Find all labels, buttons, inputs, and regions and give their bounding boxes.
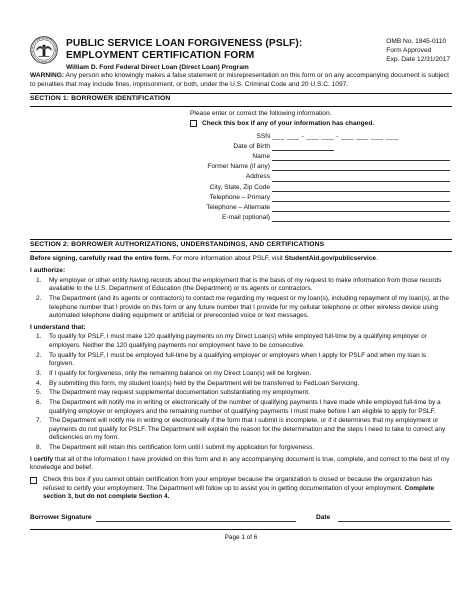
telephone-alternate-input[interactable]	[272, 211, 450, 212]
item-text: The Department may request supplemental documentation substantiating my employment.	[49, 389, 310, 397]
page-number: Page 1 of 6	[224, 533, 258, 541]
intro-bold: Before signing, carefully read the entire form.	[30, 255, 171, 263]
borrower-fields	[30, 133, 452, 225]
authorize-heading: I authorize:	[30, 267, 66, 275]
field-label: Date of Birth	[233, 142, 270, 150]
form-subtitle: William D. Ford Federal Direct Loan (Direct Loan) Program	[66, 64, 249, 72]
item-text: The Department will retain this certification form until I submit my application for forgiveness.	[49, 444, 315, 452]
list-item	[30, 380, 452, 389]
certify-bold: I certify	[30, 455, 54, 463]
studentaid-link[interactable]: StudentAid.gov/publicservice	[284, 255, 377, 263]
borrower-signature-input[interactable]	[96, 521, 296, 522]
warning-label: WARNING:	[30, 72, 65, 79]
list-item	[30, 370, 452, 379]
item-text: The Department will notify me in writing or electronically if the form that I submit is incomplete, or if it determines that my employment or payments do not qualify for PSLF. The Department will explain the reason for the determination and the steps I need to take to correct any deficiencies on my form.	[49, 417, 446, 442]
info-changed-checkbox-row	[190, 120, 374, 129]
item-number: 1.	[36, 333, 42, 341]
intro-end: .	[376, 255, 378, 263]
item-number: 7.	[36, 417, 42, 425]
list-item	[30, 333, 452, 350]
item-text: The Department will notify me in writing or electronically of the number of qualifying payments I have made while employed full-time by a qualifying employer or employers and the remaining number of qualifying payments I must make before I am eligible to apply for PSLF.	[49, 398, 441, 415]
ssn-input[interactable]: ___ ___ - ___ ___ - ___ ___ ___ ___	[272, 132, 399, 140]
item-number: 4.	[36, 379, 42, 387]
warning-text: Any person who knowingly makes a false statement or misrepresentation on this form or on any accompanying document is subject to penalties that may include fines, imprisonment, or both, under the U.S. Criminal Code and 20 U.S.C. 1097.	[30, 72, 449, 88]
form-title-line2: EMPLOYMENT CERTIFICATION FORM	[66, 50, 255, 62]
field-label: SSN	[256, 132, 270, 140]
field-row-telephone-alternate	[30, 204, 452, 214]
certify-statement	[30, 456, 452, 473]
item-text: The Department (and its agents or contractors) to contact me regarding my request or my loan(s), including repayment of my loan(s), at the telephone number that I provide on this form or any future number that I provide for my cellular telephone or other wireless device using automated telephone dialing equipment or artificial or prerecorded voice or text messages.	[49, 294, 449, 320]
list-item	[30, 277, 452, 294]
item-number: 5.	[36, 389, 42, 397]
former-name-input[interactable]	[272, 170, 450, 171]
section1-borrower-identification	[30, 107, 452, 235]
form-approved: Form Approved	[386, 46, 432, 54]
field-label: Name	[252, 152, 270, 160]
authorize-list	[30, 277, 452, 321]
list-item	[30, 295, 452, 321]
item-number: 2.	[36, 351, 42, 359]
section1-intro: Please enter or correct the following information.	[190, 109, 332, 117]
understand-heading: I understand that:	[30, 323, 86, 331]
item-text: My employer or other entity having records about the employment that is the basis of my request to make information from those records available to the U.S. Department of Education (the Department) or its agents or contractors.	[49, 276, 442, 293]
item-text: To qualify for PSLF, I must be employed full-time by a qualifying employer or employers when I apply for PSLF and when my loan is forgiven.	[49, 351, 427, 368]
field-label: City, State, Zip Code	[209, 183, 270, 191]
field-row-date-of-birth	[30, 143, 452, 153]
warning-notice	[30, 72, 452, 90]
form-title-line1: PUBLIC SERVICE LOAN FORGIVENESS (PSLF):	[66, 38, 303, 49]
telephone-primary-input[interactable]	[272, 201, 450, 202]
item-text: To qualify for PSLF, I must make 120 qualifying payments on my Direct Loan(s) while employed full-time by a qualifying employer or employers. Neither the 120 qualifying payments nor employment have to be consecutive.	[49, 333, 427, 350]
field-row-name	[30, 153, 452, 163]
borrower-signature-label: Borrower Signature	[30, 513, 92, 521]
item-text: If I qualify for forgiveness, only the remaining balance on my Direct Loan(s) will be forgiven.	[49, 369, 312, 377]
date-of-birth-input[interactable]	[272, 150, 334, 151]
field-label: Telephone – Primary	[209, 193, 270, 201]
footer-divider	[30, 529, 452, 530]
field-row-telephone-primary	[30, 194, 452, 204]
field-row-ssn	[30, 133, 452, 143]
field-label: E-mail (optional)	[221, 214, 270, 222]
signature-row	[30, 508, 452, 526]
cannot-certify-checkbox[interactable]	[30, 477, 37, 484]
date-label: Date	[316, 513, 331, 521]
item-number: 3.	[36, 369, 42, 377]
department-seal-icon	[30, 36, 58, 64]
item-number: 2.	[36, 294, 42, 302]
list-item	[30, 444, 452, 453]
understand-list	[30, 333, 452, 452]
item-number: 1.	[36, 276, 42, 284]
field-label: Address	[245, 173, 270, 181]
list-item	[30, 399, 452, 416]
info-changed-label: Check this box if any of your information has changed.	[202, 119, 375, 127]
item-number: 6.	[36, 398, 42, 406]
exp-date: Exp. Date 12/31/2017	[386, 55, 450, 63]
name-input[interactable]	[272, 160, 450, 161]
item-text: By submitting this form, my student loan(s) held by the Department will be transferred to FedLoan Servicing.	[49, 379, 360, 387]
section1-heading: SECTION 1: BORROWER IDENTIFICATION	[30, 93, 452, 107]
list-item	[30, 417, 452, 443]
cannot-certify-bold: Complete section 3, but do not complete Section 4.	[43, 484, 435, 501]
title-block	[66, 38, 302, 73]
date-input[interactable]	[338, 521, 450, 522]
field-row-address	[30, 173, 452, 183]
cannot-certify-checkbox-row	[30, 476, 452, 502]
field-label: Former Name (if any)	[207, 163, 270, 171]
list-item	[30, 389, 452, 398]
section2-heading: SECTION 2: BORROWER AUTHORIZATIONS, UNDERSTANDINGS, AND CERTIFICATIONS	[30, 239, 452, 253]
email-input[interactable]	[272, 221, 450, 222]
info-changed-checkbox[interactable]	[190, 120, 197, 127]
omb-info	[386, 38, 450, 65]
list-item	[30, 352, 452, 369]
field-label: Telephone – Alternate	[206, 203, 270, 211]
section2-intro	[30, 255, 452, 264]
cannot-certify-text: Check this box if you cannot obtain certification from your employer because the organization is closed or because the organization has refused to certify your employment. The Department will follow up to assist you in getting documentation of your employment.	[43, 476, 433, 492]
item-number: 8.	[36, 444, 42, 452]
field-row-email	[30, 214, 452, 224]
field-row-city-state-zip	[30, 184, 452, 194]
certify-text: that all of the information I have provided on this form and in any accompanying document is true, complete, and correct to the best of my knowledge and belief.	[30, 455, 450, 472]
cannot-certify-label	[43, 476, 452, 502]
omb-number: OMB No. 1845-0110	[386, 38, 447, 45]
address-input[interactable]	[272, 181, 450, 182]
form-header	[30, 0, 452, 72]
field-row-former-name	[30, 163, 452, 173]
intro-text: For more information about PSLF, visit	[170, 255, 285, 263]
city-state-zip-input[interactable]	[272, 191, 450, 192]
